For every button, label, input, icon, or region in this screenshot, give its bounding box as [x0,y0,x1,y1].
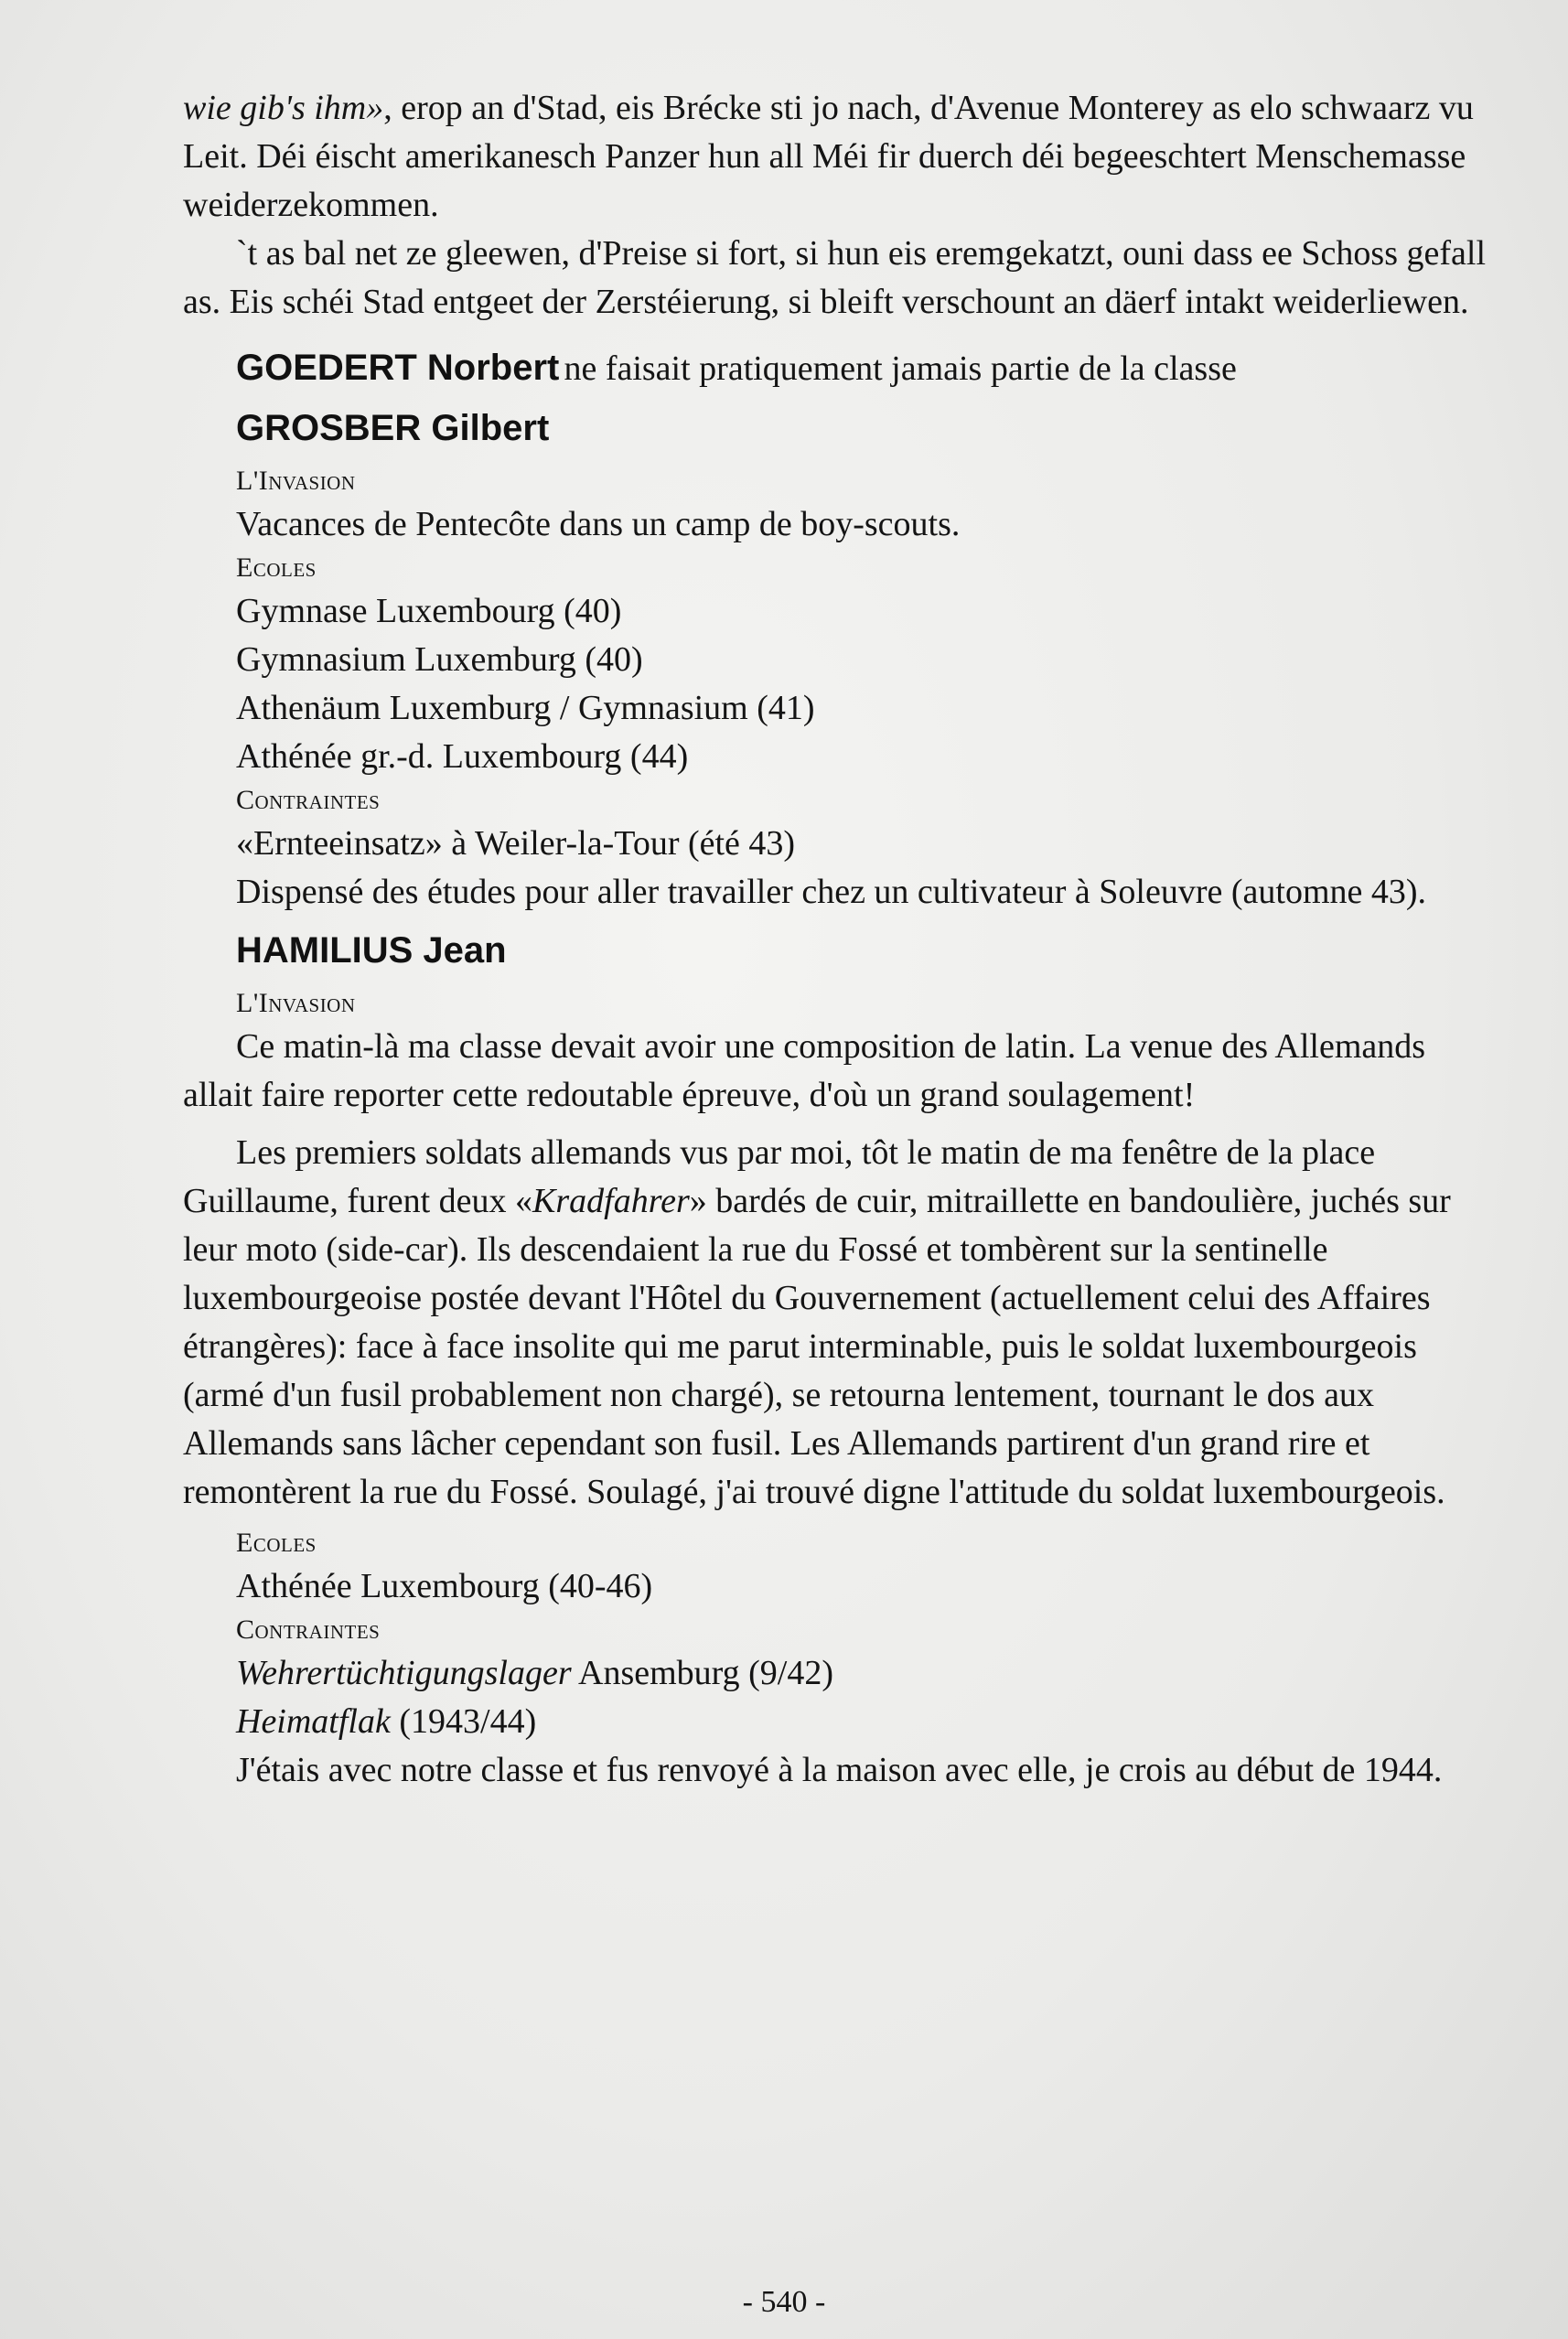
person-name: GOEDERT Norbert [236,348,560,388]
school-item: Gymnase Luxembourg (40) [236,592,622,630]
hamilius-paragraph-2 [183,1129,1491,1517]
intro-paragraph-2: `t as bal net ze gleewen, d'Preise si fort, si hun eis eremgekatzt, ouni dass ee Schoss gefall as. Eis schéi Stad entgeet der Zerstéierung, si bleift verschount an däerf intakt weiderliewen. [183,234,1486,321]
hamilius-paragraph-1: Ce matin-là ma classe devait avoir une composition de latin. La venue des Allemands allait faire reporter cette redoutable épreuve, d'où un grand soulagement! [183,1027,1426,1114]
school-item: Athenäum Luxemburg / Gymnasium (41) [236,689,815,727]
paragraph-text: Les premiers soldats allemands vus par moi, tôt le matin de ma fenêtre de la place Guillaume, furent deux « [183,1133,1376,1220]
school-item: Gymnasium Luxemburg (40) [236,640,643,679]
hamilius-paragraph-3: J'étais avec notre classe et fus renvoyé à la maison avec elle, je crois au début de 1944. [236,1751,1443,1789]
section-label-ecoles: Ecoles [236,1528,317,1558]
section-label-contraintes: Contraintes [236,785,381,815]
page-content [183,84,1491,1795]
school-item: Athénée Luxembourg (40-46) [236,1567,653,1605]
school-item: Athénée gr.-d. Luxembourg (44) [236,737,689,776]
intro-text: , erop an d'Stad, eis Brécke sti jo nach, d'Avenue Monterey as elo schwaarz vu Leit. Déi éischt amerikanesch Panzer hun all Méi fir duerch déi begeeschtert Menschemasse weiderzekommen. [183,89,1474,224]
italic-term: Kradfahrer [532,1182,690,1220]
person-name: GROSBER Gilbert [236,408,550,448]
constraint-item [183,1649,1491,1698]
italic-term: Heimatflak [236,1702,391,1741]
section-label-contraintes: Contraintes [236,1615,381,1645]
intro-paragraph-1 [183,84,1491,230]
entry-hamilius [183,924,1491,984]
person-note: ne faisait pratiquement jamais partie de la classe [564,349,1237,388]
constraint-text: Ansemburg (9/42) [571,1654,834,1692]
page-number: - 540 - [742,2285,826,2319]
constraint-item: Dispensé des études pour aller travailler chez un cultivateur à Soleuvre (automne 43). [236,873,1427,911]
constraint-text: (1943/44) [390,1702,537,1741]
person-name: HAMILIUS Jean [236,930,507,971]
invasion-text: Vacances de Pentecôte dans un camp de boy-scouts. [236,505,961,543]
italic-term: Wehrertüchtigungslager [236,1654,572,1692]
section-label-invasion: L'Invasion [236,988,356,1018]
paragraph-text: » bardés de cuir, mitraillette en bandoulière, juchés sur leur moto (side-car). Ils descendaient la rue du Fossé et tombèrent sur la sentinelle luxembourgeoise postée devant l'Hôtel du Gouvernement (actuellement celui des Affaires étrangères): face à face insolite qui me parut interminable, puis le soldat luxembourgeois (armé d'un fusil probablement non chargé), se retourna lentement, tournant le dos aux Allemands sans lâcher cependant son fusil. Les Allemands partirent d'un grand rire et remontèrent la rue du Fossé. Soulagé, j'ai trouvé digne l'attitude du soldat luxembourgeois. [183,1182,1451,1511]
constraint-item: «Ernteeinsatz» à Weiler-la-Tour (été 43) [236,824,796,863]
constraint-item [183,1698,1491,1746]
entry-goedert [183,341,1491,402]
section-label-ecoles: Ecoles [236,553,317,583]
section-label-invasion: L'Invasion [236,466,356,496]
intro-italic: wie gib's ihm» [183,89,384,127]
entry-grosber [183,402,1491,462]
